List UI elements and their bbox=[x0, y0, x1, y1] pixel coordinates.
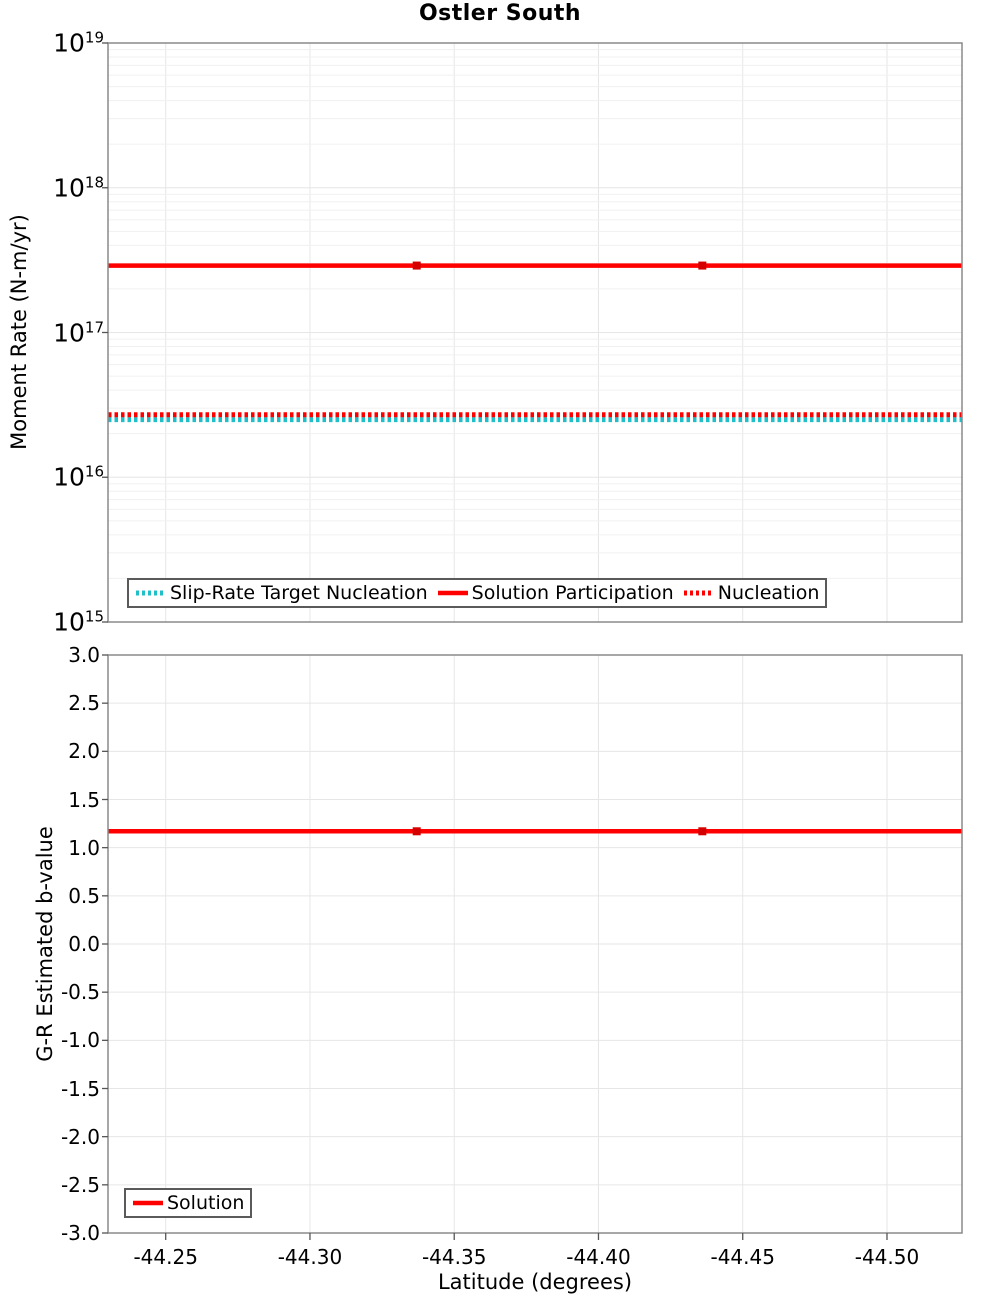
x-tick-label: -44.40 bbox=[566, 1245, 631, 1269]
y-tick-label: $10^{16}$ bbox=[53, 462, 104, 492]
legend-sample-line-dotted bbox=[683, 588, 715, 598]
y-tick-label: $10^{18}$ bbox=[53, 173, 104, 203]
y-tick-label: 3.0 bbox=[68, 643, 100, 667]
legend-item bbox=[132, 1192, 244, 1214]
x-tick-label: -44.35 bbox=[421, 1245, 487, 1269]
y-tick-label: -0.5 bbox=[60, 980, 100, 1005]
legend-label: Solution bbox=[167, 1192, 245, 1214]
legend-label: Solution Participation bbox=[471, 582, 674, 604]
data-point-marker bbox=[413, 827, 421, 835]
x-tick-label: -44.45 bbox=[710, 1245, 775, 1269]
y-tick-label: -1.5 bbox=[60, 1076, 100, 1101]
data-point-marker bbox=[698, 262, 706, 270]
y-tick-label: $10^{19}$ bbox=[53, 28, 104, 58]
y-tick-label: 1.0 bbox=[68, 835, 100, 860]
data-point-marker bbox=[413, 262, 421, 270]
legend-label: Nucleation bbox=[717, 582, 820, 604]
y-tick-label: 1.5 bbox=[68, 787, 100, 812]
y-tick-label: $10^{17}$ bbox=[53, 317, 104, 348]
legend-sample-line-solid bbox=[132, 1198, 164, 1208]
x-axis-label-latitude: Latitude (degrees) bbox=[437, 1270, 633, 1294]
legend-sample-line-solid bbox=[437, 588, 469, 598]
data-point-marker bbox=[698, 827, 706, 835]
x-tick-label: -44.25 bbox=[133, 1245, 198, 1269]
y-tick-label: -1.0 bbox=[60, 1028, 100, 1053]
b-value-legend bbox=[124, 1188, 252, 1218]
y-axis-label-b-value: G-R Estimated b-value bbox=[33, 826, 57, 1062]
chart-title: Ostler South bbox=[418, 1, 582, 26]
y-axis-label-moment-rate: Moment Rate (N-m/yr) bbox=[7, 214, 31, 450]
y-tick-label: 2.5 bbox=[68, 691, 100, 716]
x-tick-label: -44.30 bbox=[277, 1245, 343, 1269]
x-tick-label: -44.50 bbox=[854, 1245, 920, 1269]
y-tick-label: 0.0 bbox=[68, 932, 100, 956]
legend-item bbox=[135, 582, 428, 604]
moment-rate-legend bbox=[127, 578, 827, 608]
legend-item bbox=[683, 582, 820, 604]
y-tick-label: 2.0 bbox=[68, 739, 100, 764]
y-tick-label: -3.0 bbox=[60, 1221, 100, 1245]
legend-item bbox=[437, 582, 674, 604]
y-tick-label: -2.5 bbox=[60, 1172, 100, 1197]
legend-label: Slip-Rate Target Nucleation bbox=[170, 582, 428, 604]
y-tick-label: 0.5 bbox=[68, 883, 100, 908]
legend-sample-line-dotted bbox=[135, 588, 167, 598]
y-tick-label: $10^{15}$ bbox=[53, 607, 104, 637]
y-tick-label: -2.0 bbox=[60, 1124, 100, 1149]
